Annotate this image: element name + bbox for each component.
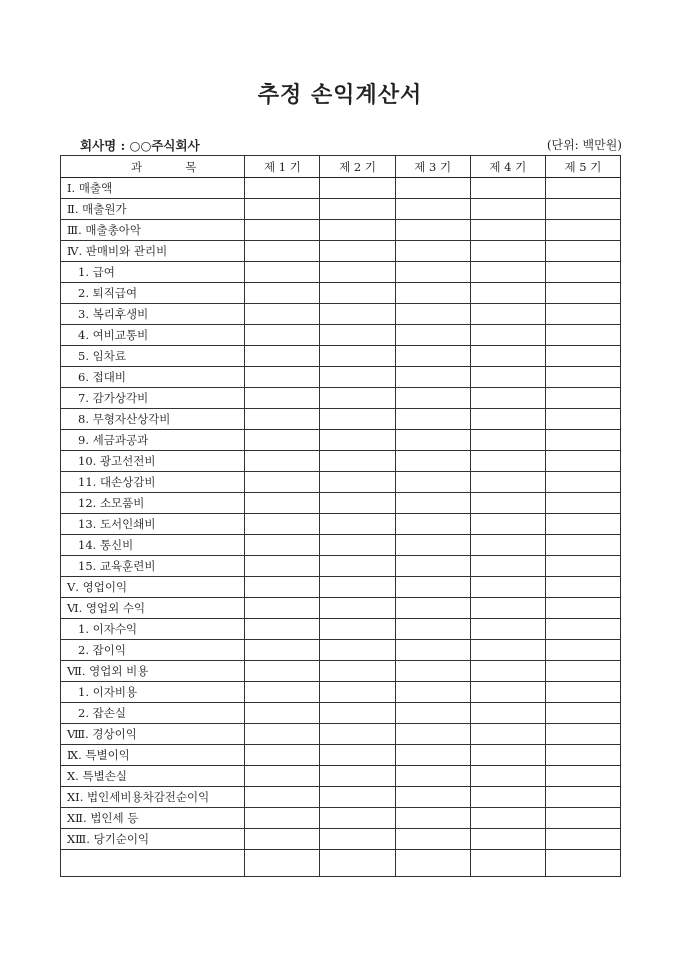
account-label: 8. 무형자산상각비	[61, 409, 245, 430]
period-3-value-cell[interactable]	[395, 304, 470, 325]
table-row	[61, 241, 621, 262]
period-1-value-cell[interactable]	[245, 430, 320, 451]
period-4-value-cell[interactable]	[470, 535, 545, 556]
period-3-value-cell[interactable]	[395, 682, 470, 703]
period-1-value-cell[interactable]	[245, 283, 320, 304]
period-3-value-cell[interactable]	[395, 367, 470, 388]
period-1-value-cell[interactable]	[245, 262, 320, 283]
period-2-value-cell[interactable]	[320, 829, 395, 850]
period-4-value-cell[interactable]	[470, 577, 545, 598]
period-4-value-cell[interactable]	[470, 850, 545, 877]
table-row	[61, 388, 621, 409]
account-header-right: 목	[185, 159, 197, 174]
table-row	[61, 451, 621, 472]
table-row	[61, 220, 621, 241]
period-4-value-cell[interactable]	[470, 703, 545, 724]
period-3-value-cell[interactable]	[395, 850, 470, 877]
period-1-value-cell[interactable]	[245, 472, 320, 493]
period-2-value-cell[interactable]	[320, 850, 395, 877]
period-5-value-cell[interactable]	[545, 388, 620, 409]
period-3-value-cell[interactable]	[395, 472, 470, 493]
period-2-value-cell[interactable]	[320, 367, 395, 388]
account-label: Ⅱ. 매출원가	[61, 199, 245, 220]
period-1-value-cell[interactable]	[245, 304, 320, 325]
period-5-value-cell[interactable]	[545, 199, 620, 220]
period-3-value-cell[interactable]	[395, 430, 470, 451]
period-1-value-cell[interactable]	[245, 241, 320, 262]
period-3-value-cell[interactable]	[395, 724, 470, 745]
period-5-value-cell[interactable]	[545, 724, 620, 745]
account-header-left: 과	[131, 159, 143, 174]
period-4-value-cell[interactable]	[470, 766, 545, 787]
period-4-value-cell[interactable]	[470, 682, 545, 703]
table-row	[61, 283, 621, 304]
period-2-value-cell[interactable]	[320, 325, 395, 346]
period-5-value-cell[interactable]	[545, 367, 620, 388]
period-4-value-cell[interactable]	[470, 829, 545, 850]
account-label: Ⅸ. 특별이익	[61, 745, 245, 766]
period-2-value-cell[interactable]	[320, 661, 395, 682]
table-row	[61, 262, 621, 283]
period-1-value-cell[interactable]	[245, 619, 320, 640]
period-4-value-cell[interactable]	[470, 640, 545, 661]
account-label: Ⅲ. 매출총아악	[61, 220, 245, 241]
period-2-value-cell[interactable]	[320, 703, 395, 724]
period-4-value-cell[interactable]	[470, 556, 545, 577]
table-row	[61, 535, 621, 556]
period-2-value-cell[interactable]	[320, 640, 395, 661]
period-3-value-cell[interactable]	[395, 325, 470, 346]
period-3-value-cell[interactable]	[395, 556, 470, 577]
account-label: Ⅶ. 영업외 비용	[61, 661, 245, 682]
period-3-value-cell[interactable]	[395, 703, 470, 724]
period-4-value-cell[interactable]	[470, 262, 545, 283]
period-3-value-cell[interactable]	[395, 388, 470, 409]
period-4-value-cell[interactable]	[470, 493, 545, 514]
period-2-value-cell[interactable]	[320, 472, 395, 493]
period-3-value-cell[interactable]	[395, 829, 470, 850]
table-row	[61, 409, 621, 430]
period-3-value-cell[interactable]	[395, 745, 470, 766]
table-row	[61, 745, 621, 766]
period-4-value-cell[interactable]	[470, 514, 545, 535]
period-5-value-cell[interactable]	[545, 682, 620, 703]
period-1-value-cell[interactable]	[245, 724, 320, 745]
period-4-value-cell[interactable]	[470, 808, 545, 829]
table-row	[61, 472, 621, 493]
period-5-value-cell[interactable]	[545, 283, 620, 304]
account-label: 13. 도서인쇄비	[61, 514, 245, 535]
period-3-value-cell[interactable]	[395, 283, 470, 304]
period-5-value-cell[interactable]	[545, 577, 620, 598]
period-2-value-cell[interactable]	[320, 766, 395, 787]
period-2-value-cell[interactable]	[320, 283, 395, 304]
period-3-value-cell[interactable]	[395, 640, 470, 661]
period-3-value-cell[interactable]	[395, 787, 470, 808]
period-3-value-cell[interactable]	[395, 220, 470, 241]
account-label: 2. 퇴직급여	[61, 283, 245, 304]
period-5-value-cell[interactable]	[545, 640, 620, 661]
table-row	[61, 661, 621, 682]
period-4-value-cell[interactable]	[470, 388, 545, 409]
account-label: 6. 접대비	[61, 367, 245, 388]
period-5-value-cell[interactable]	[545, 262, 620, 283]
period-4-value-cell[interactable]	[470, 199, 545, 220]
table-row	[61, 577, 621, 598]
period-1-value-cell[interactable]	[245, 325, 320, 346]
period-4-value-cell[interactable]	[470, 220, 545, 241]
period-5-value-cell[interactable]	[545, 556, 620, 577]
period-5-value-cell[interactable]	[545, 766, 620, 787]
period-5-value-cell[interactable]	[545, 514, 620, 535]
account-label: 14. 통신비	[61, 535, 245, 556]
period-2-value-cell[interactable]	[320, 577, 395, 598]
period-4-value-cell[interactable]	[470, 724, 545, 745]
period-3-value-cell[interactable]	[395, 199, 470, 220]
period-3-value-cell[interactable]	[395, 451, 470, 472]
table-row	[61, 829, 621, 850]
unit-label: (단위: 백만원)	[546, 138, 622, 152]
period-5-value-cell[interactable]	[545, 451, 620, 472]
period-5-value-cell[interactable]	[545, 703, 620, 724]
period-2-value-cell[interactable]	[320, 409, 395, 430]
period-4-value-cell[interactable]	[470, 451, 545, 472]
period-5-value-cell[interactable]	[545, 808, 620, 829]
period-3-value-cell[interactable]	[395, 598, 470, 619]
period-3-value-cell[interactable]	[395, 409, 470, 430]
table-row	[61, 766, 621, 787]
period-1-value-cell[interactable]	[245, 514, 320, 535]
table-row	[61, 787, 621, 808]
account-label: ⅩⅢ. 당기순이익	[61, 829, 245, 850]
period-2-value-cell[interactable]	[320, 535, 395, 556]
account-label: Ⅴ. 영업이익	[61, 577, 245, 598]
period-5-value-cell[interactable]	[545, 430, 620, 451]
table-row	[61, 325, 621, 346]
period-4-value-cell[interactable]	[470, 619, 545, 640]
period-4-value-cell[interactable]	[470, 472, 545, 493]
period-3-value-cell[interactable]	[395, 619, 470, 640]
period-1-value-cell[interactable]	[245, 535, 320, 556]
period-3-value-cell[interactable]	[395, 577, 470, 598]
period-1-value-cell[interactable]	[245, 346, 320, 367]
table-row	[61, 514, 621, 535]
period-1-value-cell[interactable]	[245, 640, 320, 661]
period-2-value-cell[interactable]	[320, 430, 395, 451]
period-1-value-cell[interactable]	[245, 745, 320, 766]
period-2-value-cell[interactable]	[320, 556, 395, 577]
period-2-value-cell[interactable]	[320, 724, 395, 745]
period-4-header: 제 4 기	[470, 156, 545, 178]
period-1-value-cell[interactable]	[245, 598, 320, 619]
account-label: Ⅰ. 매출액	[61, 178, 245, 199]
period-5-value-cell[interactable]	[545, 304, 620, 325]
period-1-value-cell[interactable]	[245, 703, 320, 724]
account-label: Ⅷ. 경상이익	[61, 724, 245, 745]
period-1-value-cell[interactable]	[245, 178, 320, 199]
period-2-value-cell[interactable]	[320, 745, 395, 766]
period-2-value-cell[interactable]	[320, 304, 395, 325]
period-2-header: 제 2 기	[320, 156, 395, 178]
account-label: 7. 감가상각비	[61, 388, 245, 409]
period-3-value-cell[interactable]	[395, 808, 470, 829]
account-label: 4. 여비교통비	[61, 325, 245, 346]
period-2-value-cell[interactable]	[320, 199, 395, 220]
account-label: ⅩⅠ. 법인세비용차감전순이익	[61, 787, 245, 808]
period-3-value-cell[interactable]	[395, 661, 470, 682]
period-1-value-cell[interactable]	[245, 493, 320, 514]
account-label: 1. 급여	[61, 262, 245, 283]
period-1-value-cell[interactable]	[245, 682, 320, 703]
period-5-header: 제 5 기	[545, 156, 620, 178]
period-1-value-cell[interactable]	[245, 766, 320, 787]
period-2-value-cell[interactable]	[320, 388, 395, 409]
table-row	[61, 199, 621, 220]
period-2-value-cell[interactable]	[320, 787, 395, 808]
table-row	[61, 178, 621, 199]
period-2-value-cell[interactable]	[320, 241, 395, 262]
period-1-value-cell[interactable]	[245, 367, 320, 388]
period-4-value-cell[interactable]	[470, 346, 545, 367]
table-row	[61, 808, 621, 829]
period-5-value-cell[interactable]	[545, 850, 620, 877]
period-3-value-cell[interactable]	[395, 493, 470, 514]
period-5-value-cell[interactable]	[545, 325, 620, 346]
period-3-value-cell[interactable]	[395, 178, 470, 199]
period-1-value-cell[interactable]	[245, 661, 320, 682]
period-5-value-cell[interactable]	[545, 745, 620, 766]
table-row	[61, 556, 621, 577]
table-row	[61, 703, 621, 724]
table-row	[61, 598, 621, 619]
period-5-value-cell[interactable]	[545, 787, 620, 808]
account-label: 12. 소모품비	[61, 493, 245, 514]
period-4-value-cell[interactable]	[470, 367, 545, 388]
period-1-value-cell[interactable]	[245, 808, 320, 829]
table-header-row	[61, 156, 621, 178]
period-2-value-cell[interactable]	[320, 682, 395, 703]
period-3-value-cell[interactable]	[395, 766, 470, 787]
period-4-value-cell[interactable]	[470, 430, 545, 451]
period-4-value-cell[interactable]	[470, 304, 545, 325]
period-1-value-cell[interactable]	[245, 388, 320, 409]
period-4-value-cell[interactable]	[470, 598, 545, 619]
period-3-value-cell[interactable]	[395, 346, 470, 367]
table-row	[61, 682, 621, 703]
period-5-value-cell[interactable]	[545, 178, 620, 199]
period-1-value-cell[interactable]	[245, 577, 320, 598]
period-5-value-cell[interactable]	[545, 661, 620, 682]
table-body	[61, 178, 621, 877]
period-3-value-cell[interactable]	[395, 535, 470, 556]
account-column-header	[61, 156, 245, 178]
period-5-value-cell[interactable]	[545, 619, 620, 640]
account-label: 3. 복리후생비	[61, 304, 245, 325]
period-5-value-cell[interactable]	[545, 535, 620, 556]
period-5-value-cell[interactable]	[545, 346, 620, 367]
period-2-value-cell[interactable]	[320, 451, 395, 472]
period-2-value-cell[interactable]	[320, 808, 395, 829]
period-1-value-cell[interactable]	[245, 850, 320, 877]
company-name: 회사명 : ○○주식회사	[80, 138, 200, 153]
period-4-value-cell[interactable]	[470, 661, 545, 682]
period-5-value-cell[interactable]	[545, 409, 620, 430]
period-1-header: 제 1 기	[245, 156, 320, 178]
account-label: 2. 잡손실	[61, 703, 245, 724]
period-1-value-cell[interactable]	[245, 787, 320, 808]
period-1-value-cell[interactable]	[245, 556, 320, 577]
table-row	[61, 850, 621, 877]
period-1-value-cell[interactable]	[245, 199, 320, 220]
period-2-value-cell[interactable]	[320, 514, 395, 535]
period-4-value-cell[interactable]	[470, 325, 545, 346]
period-2-value-cell[interactable]	[320, 346, 395, 367]
period-5-value-cell[interactable]	[545, 241, 620, 262]
period-3-header: 제 3 기	[395, 156, 470, 178]
account-label: 2. 잡이익	[61, 640, 245, 661]
period-5-value-cell[interactable]	[545, 493, 620, 514]
period-1-value-cell[interactable]	[245, 220, 320, 241]
period-1-value-cell[interactable]	[245, 829, 320, 850]
table-row	[61, 367, 621, 388]
account-label: 10. 광고선전비	[61, 451, 245, 472]
period-5-value-cell[interactable]	[545, 472, 620, 493]
account-label: Ⅳ. 판매비와 관리비	[61, 241, 245, 262]
table-row	[61, 346, 621, 367]
account-label	[61, 850, 245, 877]
account-label: 15. 교육훈련비	[61, 556, 245, 577]
period-2-value-cell[interactable]	[320, 619, 395, 640]
period-4-value-cell[interactable]	[470, 745, 545, 766]
account-label: Ⅵ. 영업외 수익	[61, 598, 245, 619]
account-label: 1. 이자비용	[61, 682, 245, 703]
account-label: Ⅹ. 특별손실	[61, 766, 245, 787]
period-2-value-cell[interactable]	[320, 598, 395, 619]
period-3-value-cell[interactable]	[395, 262, 470, 283]
period-2-value-cell[interactable]	[320, 493, 395, 514]
period-2-value-cell[interactable]	[320, 220, 395, 241]
document-title: 추정 손익계산서	[257, 82, 423, 108]
period-4-value-cell[interactable]	[470, 409, 545, 430]
period-1-value-cell[interactable]	[245, 451, 320, 472]
account-label: 1. 이자수익	[61, 619, 245, 640]
account-label: 11. 대손상감비	[61, 472, 245, 493]
period-5-value-cell[interactable]	[545, 829, 620, 850]
period-1-value-cell[interactable]	[245, 409, 320, 430]
table-row	[61, 619, 621, 640]
period-3-value-cell[interactable]	[395, 514, 470, 535]
period-4-value-cell[interactable]	[470, 178, 545, 199]
table-row	[61, 640, 621, 661]
table-row	[61, 304, 621, 325]
table-row	[61, 724, 621, 745]
period-4-value-cell[interactable]	[470, 787, 545, 808]
period-5-value-cell[interactable]	[545, 598, 620, 619]
period-4-value-cell[interactable]	[470, 283, 545, 304]
period-3-value-cell[interactable]	[395, 241, 470, 262]
account-label: ⅩⅡ. 법인세 등	[61, 808, 245, 829]
account-label: 5. 임차료	[61, 346, 245, 367]
period-2-value-cell[interactable]	[320, 262, 395, 283]
period-4-value-cell[interactable]	[470, 241, 545, 262]
income-statement-table	[60, 155, 621, 877]
table-row	[61, 493, 621, 514]
table-row	[61, 430, 621, 451]
period-2-value-cell[interactable]	[320, 178, 395, 199]
period-5-value-cell[interactable]	[545, 220, 620, 241]
account-label: 9. 세금과공과	[61, 430, 245, 451]
